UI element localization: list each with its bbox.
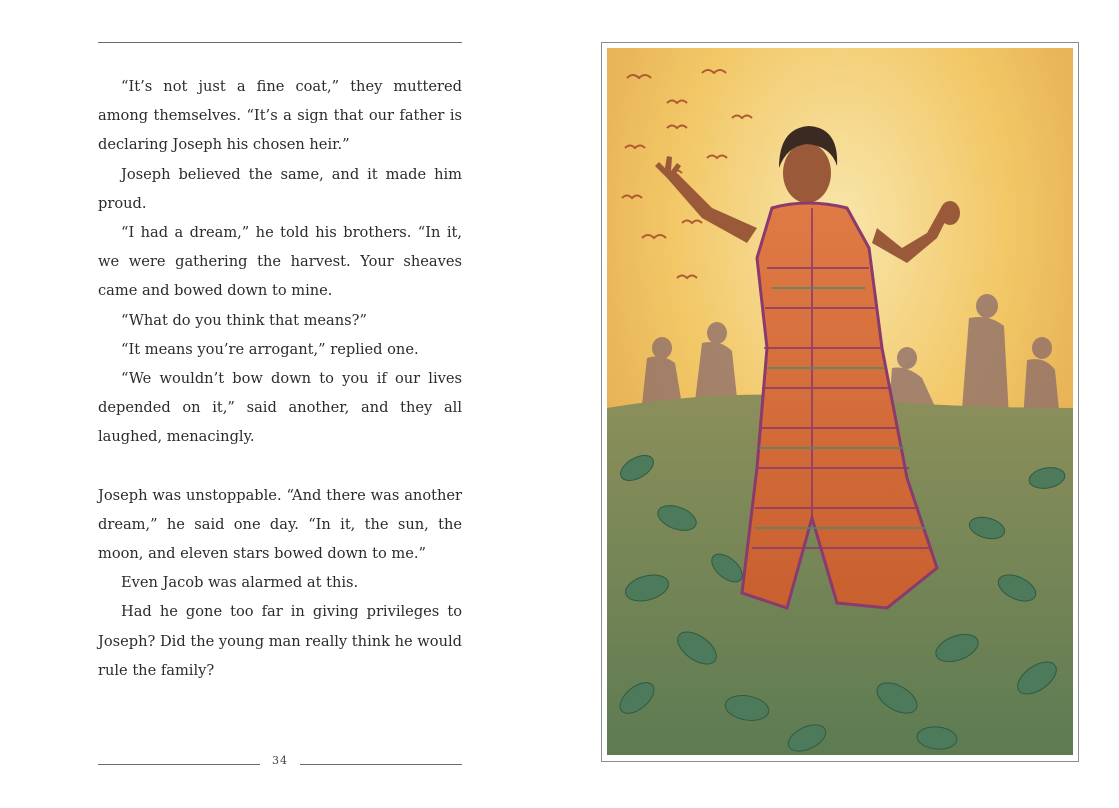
footer-rule-left: [98, 764, 260, 765]
paragraph: “I had a dream,” he told his brothers. “In it, we were gathering the harvest. Your sheaves came and bowed down to mine.: [98, 224, 462, 300]
paragraph: Joseph was unstoppable. “And there was another dream,” he said one day. “In it, the sun, the moon, and eleven stars bowed down to me.”: [98, 486, 462, 563]
joseph-in-field-illustration: [607, 48, 1073, 755]
body-text: [98, 72, 462, 685]
paragraph: “It means you’re arrogant,” replied one.: [121, 340, 419, 358]
paragraph: “We wouldn’t bow down to you if our lives depended on it,” said another, and they all laughed, menacingly.: [98, 370, 462, 446]
header-rule: [98, 42, 462, 43]
page-number: 34: [272, 754, 288, 767]
paragraph: “What do you think that means?”: [121, 311, 367, 329]
paragraph: “It’s not just a fine coat,” they muttered among themselves. “It’s a sign that our father is declaring Joseph his chosen heir.”: [98, 78, 462, 154]
page-footer: [98, 754, 462, 774]
footer-rule-right: [300, 764, 462, 765]
paragraph: Had he gone too far in giving privileges to Joseph? Did the young man really think he would rule the family?: [98, 603, 462, 679]
paragraph: Even Jacob was alarmed at this.: [121, 574, 359, 592]
paragraph: Joseph believed the same, and it made him proud.: [98, 165, 462, 212]
illustration: [607, 48, 1073, 755]
